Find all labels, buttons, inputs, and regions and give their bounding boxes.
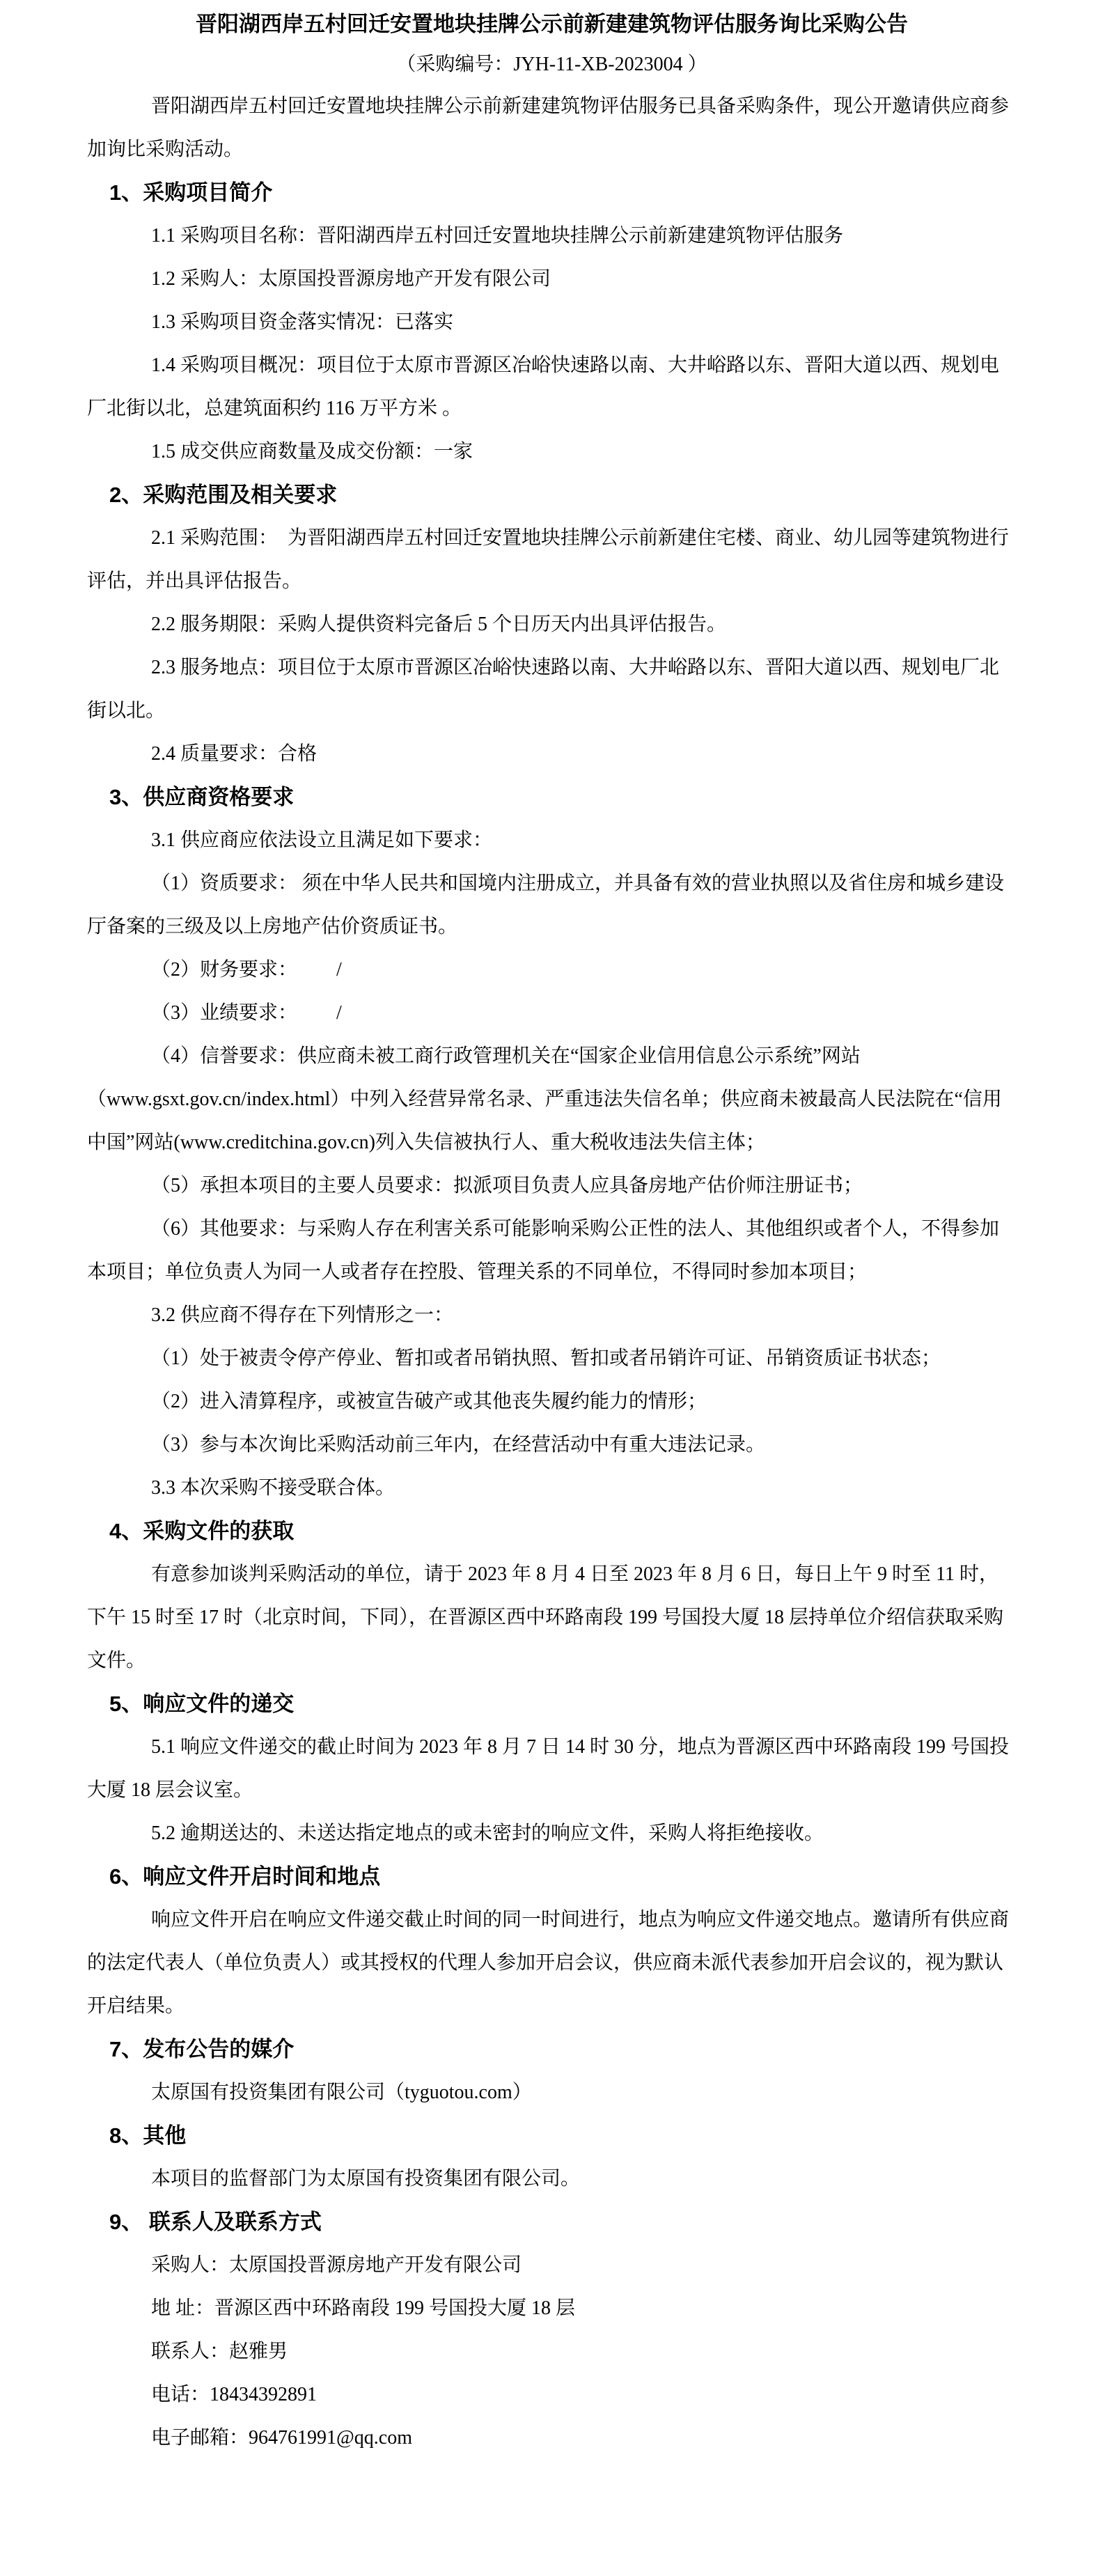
paragraph: 电话：18434392891	[151, 2384, 318, 2405]
section-heading: 6、响应文件开启时间和地点	[109, 1864, 381, 1889]
paragraph: 5.2 逾期送达的、未送达指定地点的或未密封的响应文件，采购人将拒绝接收。	[151, 1822, 824, 1844]
paragraph: （1）资质要求： 须在中华人民共和国境内注册成立，并具备有效的营业执照以及省住房和城乡建设厅备案的三级及以上房地产估价资质证书。	[87, 873, 1005, 937]
paragraph: 2.4 质量要求：合格	[151, 743, 318, 765]
paragraph: 3.2 供应商不得存在下列情形之一：	[151, 1304, 454, 1326]
document-title: 晋阳湖西岸五村回迁安置地块挂牌公示前新建建筑物评估服务询比采购公告	[196, 12, 908, 36]
paragraph: （3）参与本次询比采购活动前三年内，在经营活动中有重大违法记录。	[151, 1434, 766, 1455]
section-heading: 5、响应文件的递交	[109, 1692, 295, 1716]
paragraph: 1.4 采购项目概况：项目位于太原市晋源区冶峪快速路以南、大井峪路以东、晋阳大道以西、规划电厂北街以北，总建筑面积约 116 万平方米 。	[87, 354, 1000, 419]
paragraph: 3.1 供应商应依法设立且满足如下要求：	[151, 829, 493, 851]
section-heading: 8、其他	[109, 2123, 187, 2148]
document-sections	[87, 171, 1017, 2460]
section-heading: 1、采购项目简介	[109, 180, 273, 205]
paragraph: （2）进入清算程序，或被宣告破产或其他丧失履约能力的情形；	[151, 1391, 707, 1412]
section-heading: 3、供应商资格要求	[109, 785, 295, 809]
section-heading: 4、采购文件的获取	[109, 1519, 295, 1543]
paragraph: 5.1 响应文件递交的截止时间为 2023 年 8 月 7 日 14 时 30 分，地点为晋源区西中环路南段 199 号国投大厦 18 层会议室。	[87, 1736, 1010, 1801]
paragraph: 采购人：太原国投晋源房地产开发有限公司	[151, 2254, 522, 2276]
paragraph: 2.2 服务期限：采购人提供资料完备后 5 个日历天内出具评估报告。	[151, 614, 727, 635]
paragraph: （1）处于被责令停产停业、暂扣或者吊销执照、暂扣或者吊销许可证、吊销资质证书状态；	[151, 1348, 941, 1369]
paragraph: 1.2 采购人：太原国投晋源房地产开发有限公司	[151, 268, 551, 290]
paragraph: 地 址：晋源区西中环路南段 199 号国投大厦 18 层	[151, 2297, 576, 2319]
paragraph: 本项目的监督部门为太原国有投资集团有限公司。	[151, 2168, 581, 2189]
section-heading: 9、 联系人及联系方式	[109, 2210, 322, 2234]
paragraph: （2）财务要求： /	[151, 959, 342, 981]
paragraph: 1.5 成交供应商数量及成交份额：一家	[151, 441, 473, 462]
paragraph: 有意参加谈判采购活动的单位，请于 2023 年 8 月 4 日至 2023 年 8 月 6 日，每日上午 9 时至 11 时，下午 15 时至 17 时（北京时间，下同），在晋源区西中环路南段 199 号国投大厦 18 层持单位介绍信获取采购文件。	[87, 1563, 1004, 1671]
paragraph: 2.1 采购范围： 为晋阳湖西岸五村回迁安置地块挂牌公示前新建住宅楼、商业、幼儿园等建筑物进行评估，并出具评估报告。	[87, 527, 1010, 592]
paragraph: 太原国有投资集团有限公司（tyguotou.com）	[151, 2082, 532, 2103]
paragraph: 电子邮箱：964761991@qq.com	[151, 2427, 412, 2449]
paragraph: 联系人：赵雅男	[151, 2341, 288, 2362]
paragraph: 1.3 采购项目资金落实情况：已落实	[151, 311, 454, 333]
paragraph: （4）信誉要求：供应商未被工商行政管理机关在“国家企业信用信息公示系统”网站（www.gsxt.gov.cn/index.html）中列入经营异常名录、严重违法失信名单；供应商未被最高人民法院在“信用中国”网站(www.creditchina.gov.cn)列入失信被执行人、重大税收违法失信主体；	[87, 1045, 1002, 1153]
paragraph: 3.3 本次采购不接受联合体。	[151, 1477, 395, 1499]
procurement-number: （采购编号：JYH-11-XB-2023004 ）	[396, 54, 707, 75]
paragraph: 1.1 采购项目名称：晋阳湖西岸五村回迁安置地块挂牌公示前新建建筑物评估服务	[151, 225, 844, 247]
section-heading: 7、发布公告的媒介	[109, 2037, 295, 2061]
intro-paragraph: 晋阳湖西岸五村回迁安置地块挂牌公示前新建建筑物评估服务已具备采购条件，现公开邀请供应商参加询比采购活动。	[87, 95, 1010, 160]
paragraph: （3）业绩要求： /	[151, 1002, 342, 1024]
paragraph: （6）其他要求：与采购人存在利害关系可能影响采购公正性的法人、其他组织或者个人，不得参加本项目；单位负责人为同一人或者存在控股、管理关系的不同单位，不得同时参加本项目；	[87, 1218, 1000, 1283]
paragraph: （5）承担本项目的主要人员要求：拟派项目负责人应具备房地产估价师注册证书；	[151, 1175, 863, 1196]
paragraph: 2.3 服务地点：项目位于太原市晋源区冶峪快速路以南、大井峪路以东、晋阳大道以西、规划电厂北街以北。	[87, 657, 1000, 721]
section-heading: 2、采购范围及相关要求	[109, 483, 338, 507]
paragraph: 响应文件开启在响应文件递交截止时间的同一时间进行，地点为响应文件递交地点。邀请所有供应商的法定代表人（单位负责人）或其授权的代理人参加开启会议，供应商未派代表参加开启会议的，视为默认开启结果。	[87, 1909, 1010, 2017]
